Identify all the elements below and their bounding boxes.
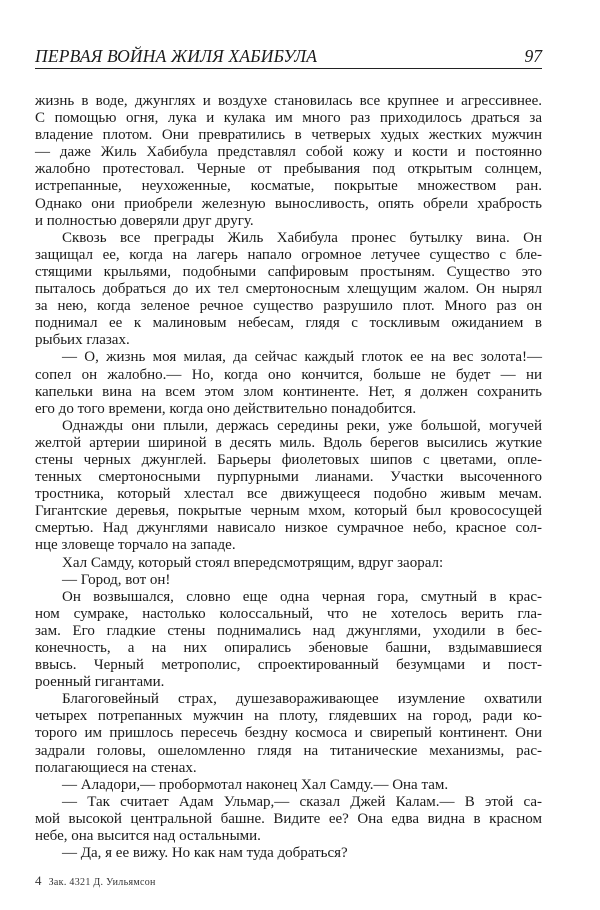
text-line: рыбьих глазах. [35,332,130,349]
text-line: желтой артерии шириной в десять миль. Вдоль берегов высились жуткие [35,434,542,451]
text-line: — Да, я ее вижу. Но как нам туда добраться? [62,845,348,862]
text-line: ввысь. Черный метрополис, спроектированный безумцами и пост- [35,657,542,674]
text-line: — О, жизнь моя милая, да сейчас каждый глоток ее на вес золота!— [62,349,542,366]
text-line: роенный гигантами. [35,674,165,691]
text-line: Однако они приобрели железную выносливость, опять обрели храбрость [35,195,542,212]
text-line: Благоговейный страх, душезавораживающее изумление охватили [62,691,542,708]
running-header [35,46,542,69]
text-line: жизнь в воде, джунглях и воздухе становилась все крупнее и агрессивнее. [35,93,542,109]
text-line: сопел он жалобно.— Но, когда оно кончится, больше не будет — ни [35,366,542,383]
text-line: Сквозь все преграды Жиль Хабибула пронес бутылку вина. Он [62,229,542,246]
signature-number: 4 [35,873,42,888]
text-line: конечность, а на них опирались эбеновые башни, вздымавшиеся [35,640,542,656]
text-line: — Аладори,— пробормотал наконец Хал Самду.— Она там. [62,776,449,793]
text-line: стящими крыльями, подобными сапфировым простыням. Существо это [35,263,542,280]
printer-imprint [35,873,156,889]
text-line: Гигантские деревья, покрытые черным мхом, который был кровососущей [35,503,542,520]
text-line: жалобно протестовал. Черные от пребывания под открытым солнцем, [35,161,542,178]
text-line: Однажды они плыли, держась середины реки, уже большой, могучей [62,417,542,434]
text-line: — Город, вот он! [62,571,171,588]
text-line: его до того времени, когда оно действительно понадобится. [35,400,417,417]
text-line: Он возвышался, словно еще одна черная гора, смутный в крас- [62,588,542,605]
text-line: — даже Жиль Хабибула представлял собой кожу и кости и постоянно [35,144,542,161]
text-line: и полностью доверяли друг другу. [35,212,254,229]
text-line: стены черных джунглей. Барьеры фиолетовых шипов с цветами, опле- [35,451,542,468]
text-line: поднимал ее к малиновым небесам, глядя с тоскливым ожиданием в [35,315,542,332]
text-line: ном сумраке, настолько колоссальный, что не хотелось верить гла- [35,605,542,622]
running-title: ПЕРВАЯ ВОЙНА ЖИЛЯ ХАБИБУЛА [35,46,318,66]
page-number: 97 [524,46,542,66]
text-line: полагающиеся на стенах. [35,759,197,776]
text-line: четырех потрепанных мужчин на плоту, глядевших на город, ради ко- [35,708,542,725]
text-line: владение плотом. Они превратились в четверых худых жестких мужчин [35,127,542,144]
text-line: капельки вина на всем этом злом континенте. Нет, я должен сохранить [35,383,542,400]
imprint-text: Зак. 4321 Д. Уильямсон [48,877,156,888]
text-line: задрали головы, ошеломленно глядя на титанические механизмы, рас- [35,742,542,759]
text-line: зам. Его гладкие стены поднимались над джунглями, уходили в бес- [35,622,542,639]
text-line: пыталось добраться до их тел смертоносным хлещущим жалом. Он нырял [35,281,542,298]
text-line: смертью. Над джунглями нависало низкое сумрачное небо, красное сол- [35,520,542,537]
text-line: нце зловеще торчало на западе. [35,537,236,554]
text-line: защищал ее, когда на лагерь напало огромное летучее существо с бле- [35,246,542,263]
text-line: торого им пришлось пересечь бездну космоса и свирепый континент. Они [35,725,542,742]
text-line: — Так считает Адам Ульмар,— сказал Джей Калам.— В этой са- [62,793,542,810]
text-line: тростника, который хлестал все движущееся подобно живым мечам. [35,486,542,503]
text-line: истрепанные, неухоженные, косматые, покрытые множеством ран. [35,178,542,195]
text-line: тенных смертоносными пурпурными лианами. Участки высоченного [35,469,542,486]
text-line: за нею, когда зеленое речное существо разрушило плот. Много раз он [35,298,542,315]
text-line: Хал Самду, который стоял впередсмотрящим, вдруг заорал: [62,554,444,571]
text-line: мой высокой центральной башне. Видите ее? Она едва видна в красном [35,810,542,827]
text-line: С помощью огня, лука и кулака им много раз приходилось драться за [35,110,542,127]
text-line: небе, она высится над остальными. [35,828,261,845]
body-text [35,93,542,862]
